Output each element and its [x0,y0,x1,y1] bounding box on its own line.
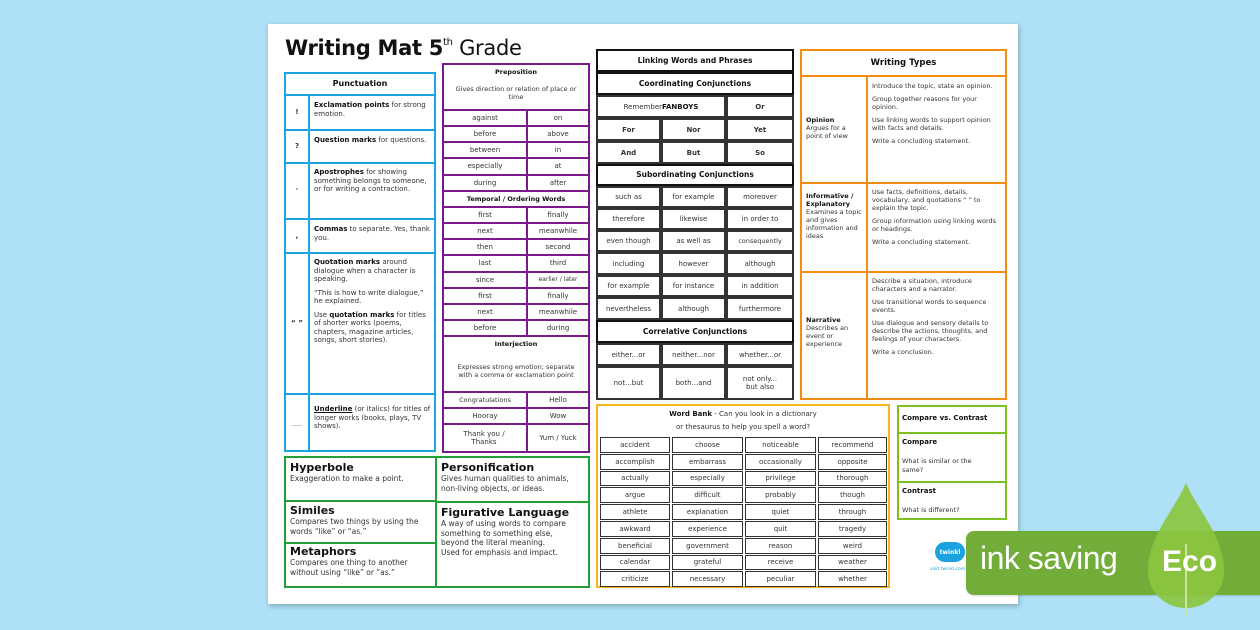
correlative-header: Correlative Conjunctions [596,320,794,343]
word-bank-word: weird [818,538,887,554]
temporal-word: first [478,291,492,300]
apostrophe-symbol: ' [295,186,299,195]
temporal-word: first [478,210,492,219]
preposition-word: in [554,145,562,154]
conjunction-or: Or [726,95,794,118]
subordinating-word: however [661,252,726,275]
twinkl-logo: twinkl [935,542,965,562]
word-bank-word: opposite [818,454,887,470]
word-bank-word: embarrass [672,454,743,470]
temporal-word: meanwhile [538,307,578,316]
quotation-symbol: “ ” [291,319,303,328]
comma-symbol: , [295,231,299,240]
conjunction-and: And [596,141,661,164]
subordinating-word: although [661,297,726,320]
word-bank-word: government [672,538,743,554]
twinkl-logo-subtext: visit twinkl.com [930,567,966,572]
word-bank-word: beneficial [600,538,670,554]
word-bank-header: Word Bank - Can you look in a dictionary or thesaurus to help you spell a word? [669,410,817,431]
word-bank-word: probably [745,487,816,503]
title-text: Writing Mat 5 [285,36,444,60]
subordinating-word: consequently [726,230,794,252]
word-bank-word: though [818,487,887,503]
interjection-header: Interjection [494,339,538,348]
temporal-word: finally [547,210,569,219]
temporal-word: next [477,226,493,235]
interjection-word: Congratulations [459,395,511,404]
subordinating-word: in addition [726,275,794,297]
correlative-word: not only... but also [726,366,794,400]
writing-type-informative: Informative / Explanatory Examines a topic and gives information and ideas [806,192,862,240]
coordinating-header: Coordinating Conjunctions [596,72,794,95]
subordinating-word: even though [596,230,661,252]
interjection-word: Yum / Yuck [539,433,577,442]
word-bank-word: choose [672,437,743,453]
word-bank-word: athlete [600,504,670,520]
word-bank-word: grateful [672,555,743,571]
fanboys-cell: Remember FANBOYS [596,95,726,118]
word-bank-word: reason [745,538,816,554]
subordinating-word: in order to [726,208,794,230]
interjection-desc: Expresses strong emotion; separate with a comma or exclamation point [457,362,575,379]
subordinating-word: likewise [661,208,726,230]
preposition-word: especially [467,162,503,171]
preposition-word: during [473,178,497,187]
punctuation-row-quotation: Quotation marks around dialogue when a character is speaking. “This is how to write dialogue,” he explained. Use quotation marks for titles of shorter works (poems, chapters, magazine articles, songs, short stories). [314,258,426,344]
preposition-word: before [473,129,497,138]
similes-block: Similes Compares two things by using the words “like” or “as.” [290,505,419,536]
page-title [285,36,522,60]
correlative-word: not...but [596,366,661,400]
temporal-word: last [478,259,492,268]
correlative-word: neither...nor [661,343,726,366]
conjunction-so: So [726,141,794,164]
temporal-word: finally [547,291,569,300]
opinion-points: Introduce the topic, state an opinion. Group together reasons for your opinion. Use linking words to support opinion with facts and details. Write a concluding statement. [872,82,993,145]
preposition-word: between [469,145,501,154]
preposition-desc: Gives direction or relation of place or time [455,84,577,101]
word-bank-word: quiet [745,504,816,520]
writing-type-narrative: Narrative Describes an event or experience [806,316,849,348]
preposition-word: at [554,162,562,171]
subordinating-word: for example [596,275,661,297]
interjection-word: Hooray [472,411,498,420]
hyperbole-block: Hyperbole Exaggeration to make a point. [290,462,404,483]
title-sup: th [443,37,453,48]
punctuation-row-exclamation: Exclamation points for strong emotion. [314,101,426,118]
word-bank-word: difficult [672,487,743,503]
exclamation-symbol: ! [295,108,299,117]
title-grade: Grade [452,36,522,60]
correlative-word: either...or [596,343,661,366]
word-bank-word: receive [745,555,816,571]
word-bank-word: noticeable [745,437,816,453]
metaphors-block: Metaphors Compares one thing to another without using “like” or “as.” [290,546,408,577]
preposition-word: against [472,113,498,122]
subordinating-word: therefore [596,208,661,230]
conjunction-nor: Nor [661,118,726,141]
figurative-language-block: Figurative Language A way of using words to compare something to something else, beyond the literal meaning. Used for emphasis and impact. [441,507,570,557]
word-bank-word: recommend [818,437,887,453]
word-bank-word: weather [818,555,887,571]
subordinating-word: nevertheless [596,297,661,320]
punctuation-row-question: Question marks for questions. [314,136,427,144]
temporal-word: then [477,242,493,251]
word-bank-word: through [818,504,887,520]
narrative-points: Describe a situation, introduce characters and a narrator. Use transitional words to sequence events. Use dialogue and sensory details to describe the actions, thoughts, and feelings of your characters. Write a conclusion. [872,277,989,356]
compare-title: Compare [902,438,938,446]
temporal-word: earlier / later [538,275,578,283]
preposition-word: after [549,178,567,187]
preposition-header: Preposition [494,67,538,76]
word-bank-word: peculiar [745,571,816,587]
word-bank-word: actually [600,471,670,487]
punctuation-row-apostrophe: Apostrophes for showing something belongs to someone, or for writing a contraction. [314,168,427,193]
temporal-word: during [546,323,570,332]
preposition-word: above [547,129,569,138]
personification-block: Personification Gives human qualities to animals, non-living objects, or ideas. [441,462,569,493]
word-bank-word: necessary [672,571,743,587]
subordinating-word: for instance [661,275,726,297]
eco-label: Eco [1162,545,1218,578]
contrast-text: What is different? [902,506,960,514]
conjunction-but: But [661,141,726,164]
subordinating-header: Subordinating Conjunctions [596,164,794,186]
underline-symbol: ___ [291,418,303,427]
punctuation-row-comma: Commas to separate. Yes, thank you. [314,225,430,242]
temporal-word: second [545,242,571,251]
punctuation-header: Punctuation [332,78,388,88]
word-bank-word: especially [672,471,743,487]
word-bank-word: argue [600,487,670,503]
preposition-word: on [553,113,563,122]
temporal-word: next [477,307,493,316]
punctuation-row-underline: Underline (or italics) for titles of longer works (books, plays, TV shows). [314,405,431,430]
subordinating-word: moreover [726,186,794,208]
interjection-word: Thank you / Thanks [463,429,505,446]
temporal-word: third [549,259,567,268]
compare-contrast-header: Compare vs. Contrast [902,414,988,422]
ink-saving-label: ink saving [980,540,1118,576]
word-bank-word: explanation [672,504,743,520]
word-bank-word: thorough [818,471,887,487]
word-bank-word: privilege [745,471,816,487]
word-bank-word: whether [818,571,887,587]
temporal-header: Temporal / Ordering Words [466,194,566,203]
writing-types-header: Writing Types [870,57,937,68]
informative-points: Use facts, definitions, details, vocabulary, and quotations “ ” to explain the topic. Group information using linking words or headings. Write a concluding statement. [872,188,997,246]
word-bank-word: quit [745,521,816,537]
word-bank-word: awkward [600,521,670,537]
subordinating-word: although [726,252,794,275]
temporal-word: meanwhile [538,226,578,235]
correlative-word: both...and [661,366,726,400]
compare-text: What is similar or the same? [902,457,972,474]
conjunction-for: For [596,118,661,141]
subordinating-word: for example [661,186,726,208]
interjection-word: Wow [549,411,567,420]
word-bank-word: tragedy [818,521,887,537]
temporal-word: since [475,275,495,284]
word-bank-word: accomplish [600,454,670,470]
linking-header: Linking Words and Phrases [596,49,794,72]
word-bank-word: criticize [600,571,670,587]
interjection-word: Hello [549,395,567,404]
subordinating-word: as well as [661,230,726,252]
subordinating-word: furthermore [726,297,794,320]
word-bank-word: experience [672,521,743,537]
correlative-word: whether...or [726,343,794,366]
subordinating-word: including [596,252,661,275]
writing-type-opinion: Opinion Argues for a point of view [806,116,848,140]
temporal-word: before [473,323,497,332]
word-bank-word: accident [600,437,670,453]
question-symbol: ? [294,142,300,151]
subordinating-word: such as [596,186,661,208]
conjunction-yet: Yet [726,118,794,141]
contrast-title: Contrast [902,487,936,495]
word-bank-word: calendar [600,555,670,571]
word-bank-word: occasionally [745,454,816,470]
